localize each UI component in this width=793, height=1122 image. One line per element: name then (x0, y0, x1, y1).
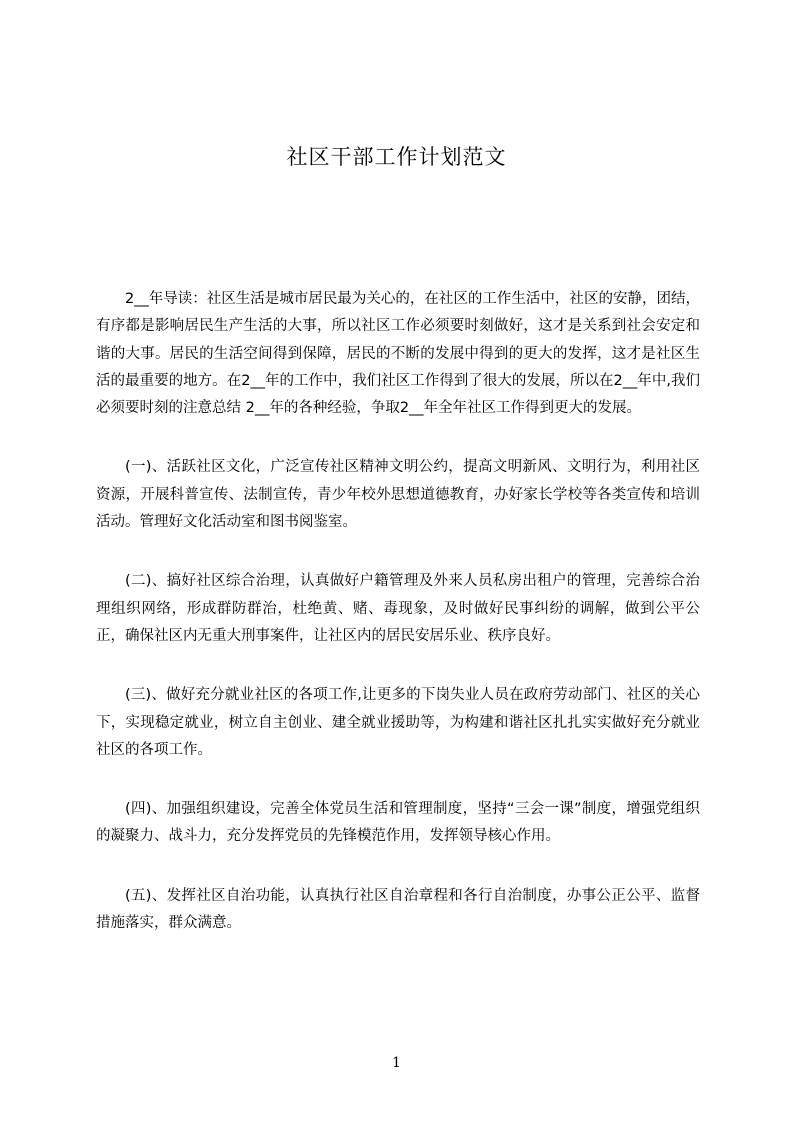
paragraph-section-5: (五)、发挥社区自治功能，认真执行社区自治章程和各行自治制度，办事公正公平、监督措施落实，群众满意。 (96, 887, 700, 932)
paragraph-intro: 2__年导读：社区生活是城市居民最为关心的，在社区的工作生活中，社区的安静，团结，有序都是影响居民生产生活的大事，所以社区工作必须要时刻做好，这才是关系到社会安定和谐的大事。居民的生活空间得到保障，居民的不断的发展中得到的更大的发挥，这才是社区生活的最重要的地方。在2__年的工作中，我们社区工作得到了很大的发展，所以在2__年中,我们必须要时刻的注意总结 2__年的各种经验，争取2__年全年社区工作得到更大的发展。 (96, 291, 700, 417)
page-number: 1 (392, 1055, 401, 1071)
document-body (96, 286, 700, 969)
paragraph-section-2: (二)、搞好社区综合治理，认真做好户籍管理及外来人员私房出租户的管理，完善综合治理组织网络，形成群防群治，杜绝黄、赌、毒现象，及时做好民事纠纷的调解，做到公平公正，确保社区内无重大刑事案件，让社区内的居民安居乐业、秩序良好。 (96, 573, 700, 644)
paragraph-section-3: (三)、做好充分就业社区的各项工作,让更多的下岗失业人员在政府劳动部门、社区的关心下，实现稳定就业，树立自主创业、建全就业援助等，为构建和谐社区扎扎实实做好充分就业社区的各项工作。 (96, 687, 700, 758)
paragraph-section-4: (四)、加强组织建设，完善全体党员生活和管理制度，坚持“三会一课”制度，增强党组织的凝聚力、战斗力，充分发挥党员的先锋模范作用，发挥领导核心作用。 (96, 801, 700, 845)
paragraph-section-1: (一)、活跃社区文化，广泛宣传社区精神文明公约，提高文明新风、文明行为，利用社区资源，开展科普宣传、法制宣传，青少年校外思想道德教育，办好家长学校等各类宣传和培训活动。管理好文化活动室和图书阅鉴室。 (96, 459, 700, 531)
document-title: 社区干部工作计划范文 (286, 145, 507, 169)
